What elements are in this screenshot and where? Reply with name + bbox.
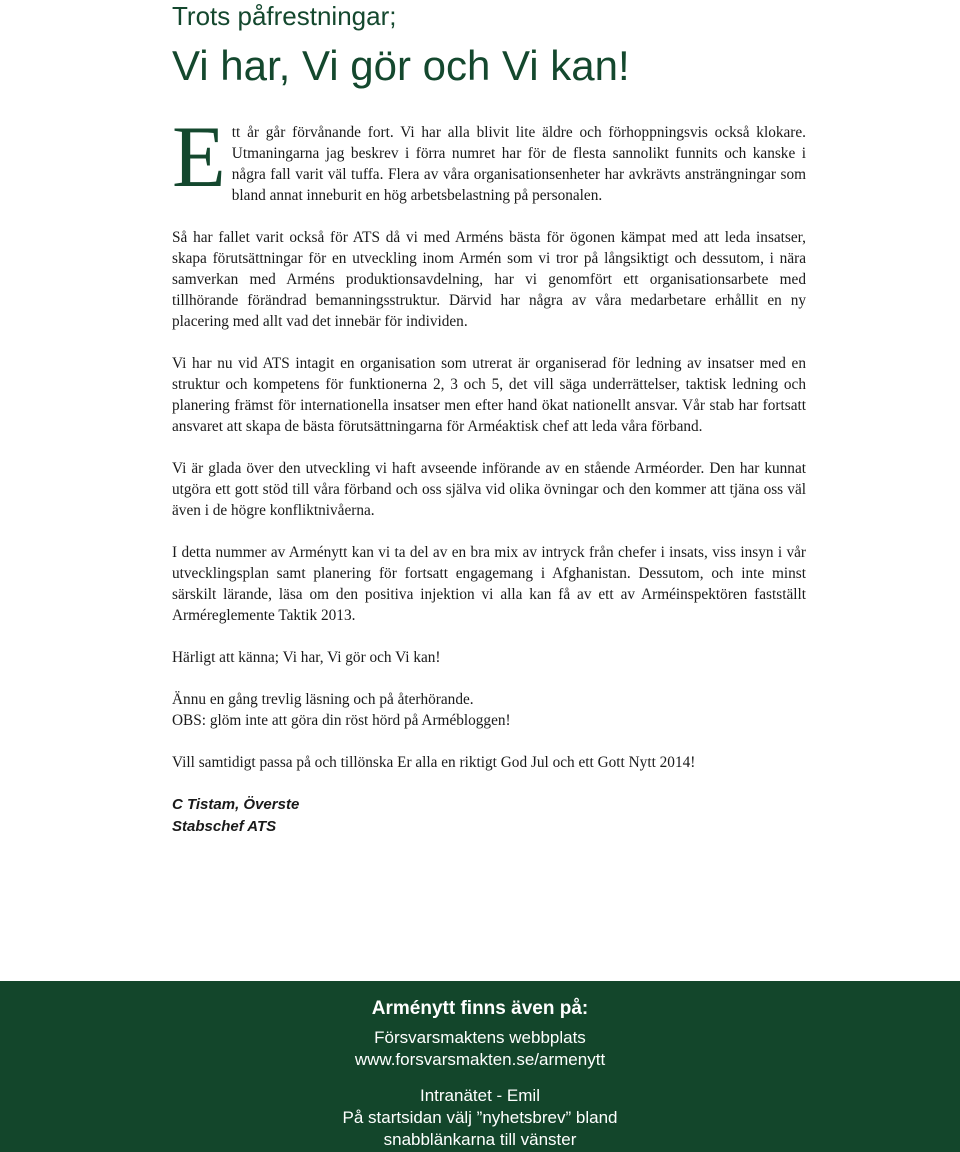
footer-banner [0, 981, 960, 1152]
paragraph-2: Så har fallet varit också för ATS då vi med Arméns bästa för ögonen kämpat med att leda insatser, skapa förutsättningar för en utveckling inom Armén som vi tror på långsiktigt och dessutom, i nära samverkan med Arméns produktionsavdelning, har vi genomfört ett organisationsarbete med tillhörande förändrad bemanningsstruktur. Därvid har några av våra medarbetare erhållit en ny placering med allt vad det innebär för individen. [172, 229, 806, 330]
article-body [172, 109, 806, 838]
paragraph-5: I detta nummer av Arménytt kan vi ta del av en bra mix av intryck från chefer i insats, viss insyn i vår utvecklingsplan samt planering för fortsatt engagemang i Afghanistan. Dessutom, och inte minst särskilt lärande, läsa om den positiva injektion vi alla kan få av ett av Arméinspektören fastställt Arméreglemente Taktik 2013. [172, 544, 806, 624]
paragraph-3: Vi har nu vid ATS intagit en organisation som utrerat är organiserad för ledning av insatser med en struktur och kompetens för funktionerna 2, 3 och 5, det vill säga underrättelser, taktisk ledning och planering främst för internationella insatser men efter hand ökat nationellt ansvar. Vår stab har fortsatt ansvaret att skapa de bästa förutsättningarna för Arméaktisk chef att leda våra förband. [172, 355, 806, 435]
paragraph-7 [172, 689, 806, 731]
footer-intranet-instruction-2: snabblänkarna till vänster [383, 1130, 577, 1149]
paragraph-7-line-1: Ännu en gång trevlig läsning och på återhörande. [172, 691, 474, 708]
paragraph-4: Vi är glada över den utveckling vi haft avseende införande av en stående Arméorder. Den har kunnat utgöra ett gott stöd till våra förband och oss själva vid olika övningar och den kommer att tjäna oss väl även i de högre konfliktnivåerna. [172, 460, 806, 519]
footer-intranet-label: Intranätet - Emil [420, 1086, 540, 1105]
drop-cap: E [172, 109, 226, 206]
paragraph-6: Härligt att känna; Vi har, Vi gör och Vi kan! [172, 649, 441, 666]
paragraph-1 [172, 109, 806, 206]
article-kicker: Trots påfrestningar; [172, 1, 397, 31]
footer-website-label: Försvarsmaktens webbplats [374, 1028, 586, 1047]
footer-website-url[interactable]: www.forsvarsmakten.se/armenytt [354, 1050, 606, 1069]
paragraph-8: Vill samtidigt passa på och tillönska Er alla en riktigt God Jul och ett Gott Nytt 2014! [172, 754, 696, 771]
signature [172, 794, 806, 838]
page-header [172, 0, 892, 94]
signature-title: Stabschef ATS [172, 818, 277, 835]
footer-heading: Arménytt finns även på: [371, 998, 589, 1019]
signature-name: C Tistam, Överste [172, 796, 300, 813]
footer-intranet-instruction-1: På startsidan välj ”nyhetsbrev” bland [342, 1108, 618, 1127]
paragraph-7-line-2: OBS: glöm inte att göra din röst hörd på Armébloggen! [172, 712, 511, 729]
paragraph-1-text: tt år går förvånande fort. Vi har alla blivit lite äldre och förhoppningsvis också klokare. Utmaningarna jag beskrev i förra numret har för de flesta sannolikt funnits och kanske i några fall varit väl tuffa. Flera av våra organisationsenheter har avkrävts ansträngningar som bland annat inneburit en hög arbetsbelastning på personalen. [231, 124, 806, 204]
article-title: Vi har, Vi gör och Vi kan! [172, 42, 630, 89]
